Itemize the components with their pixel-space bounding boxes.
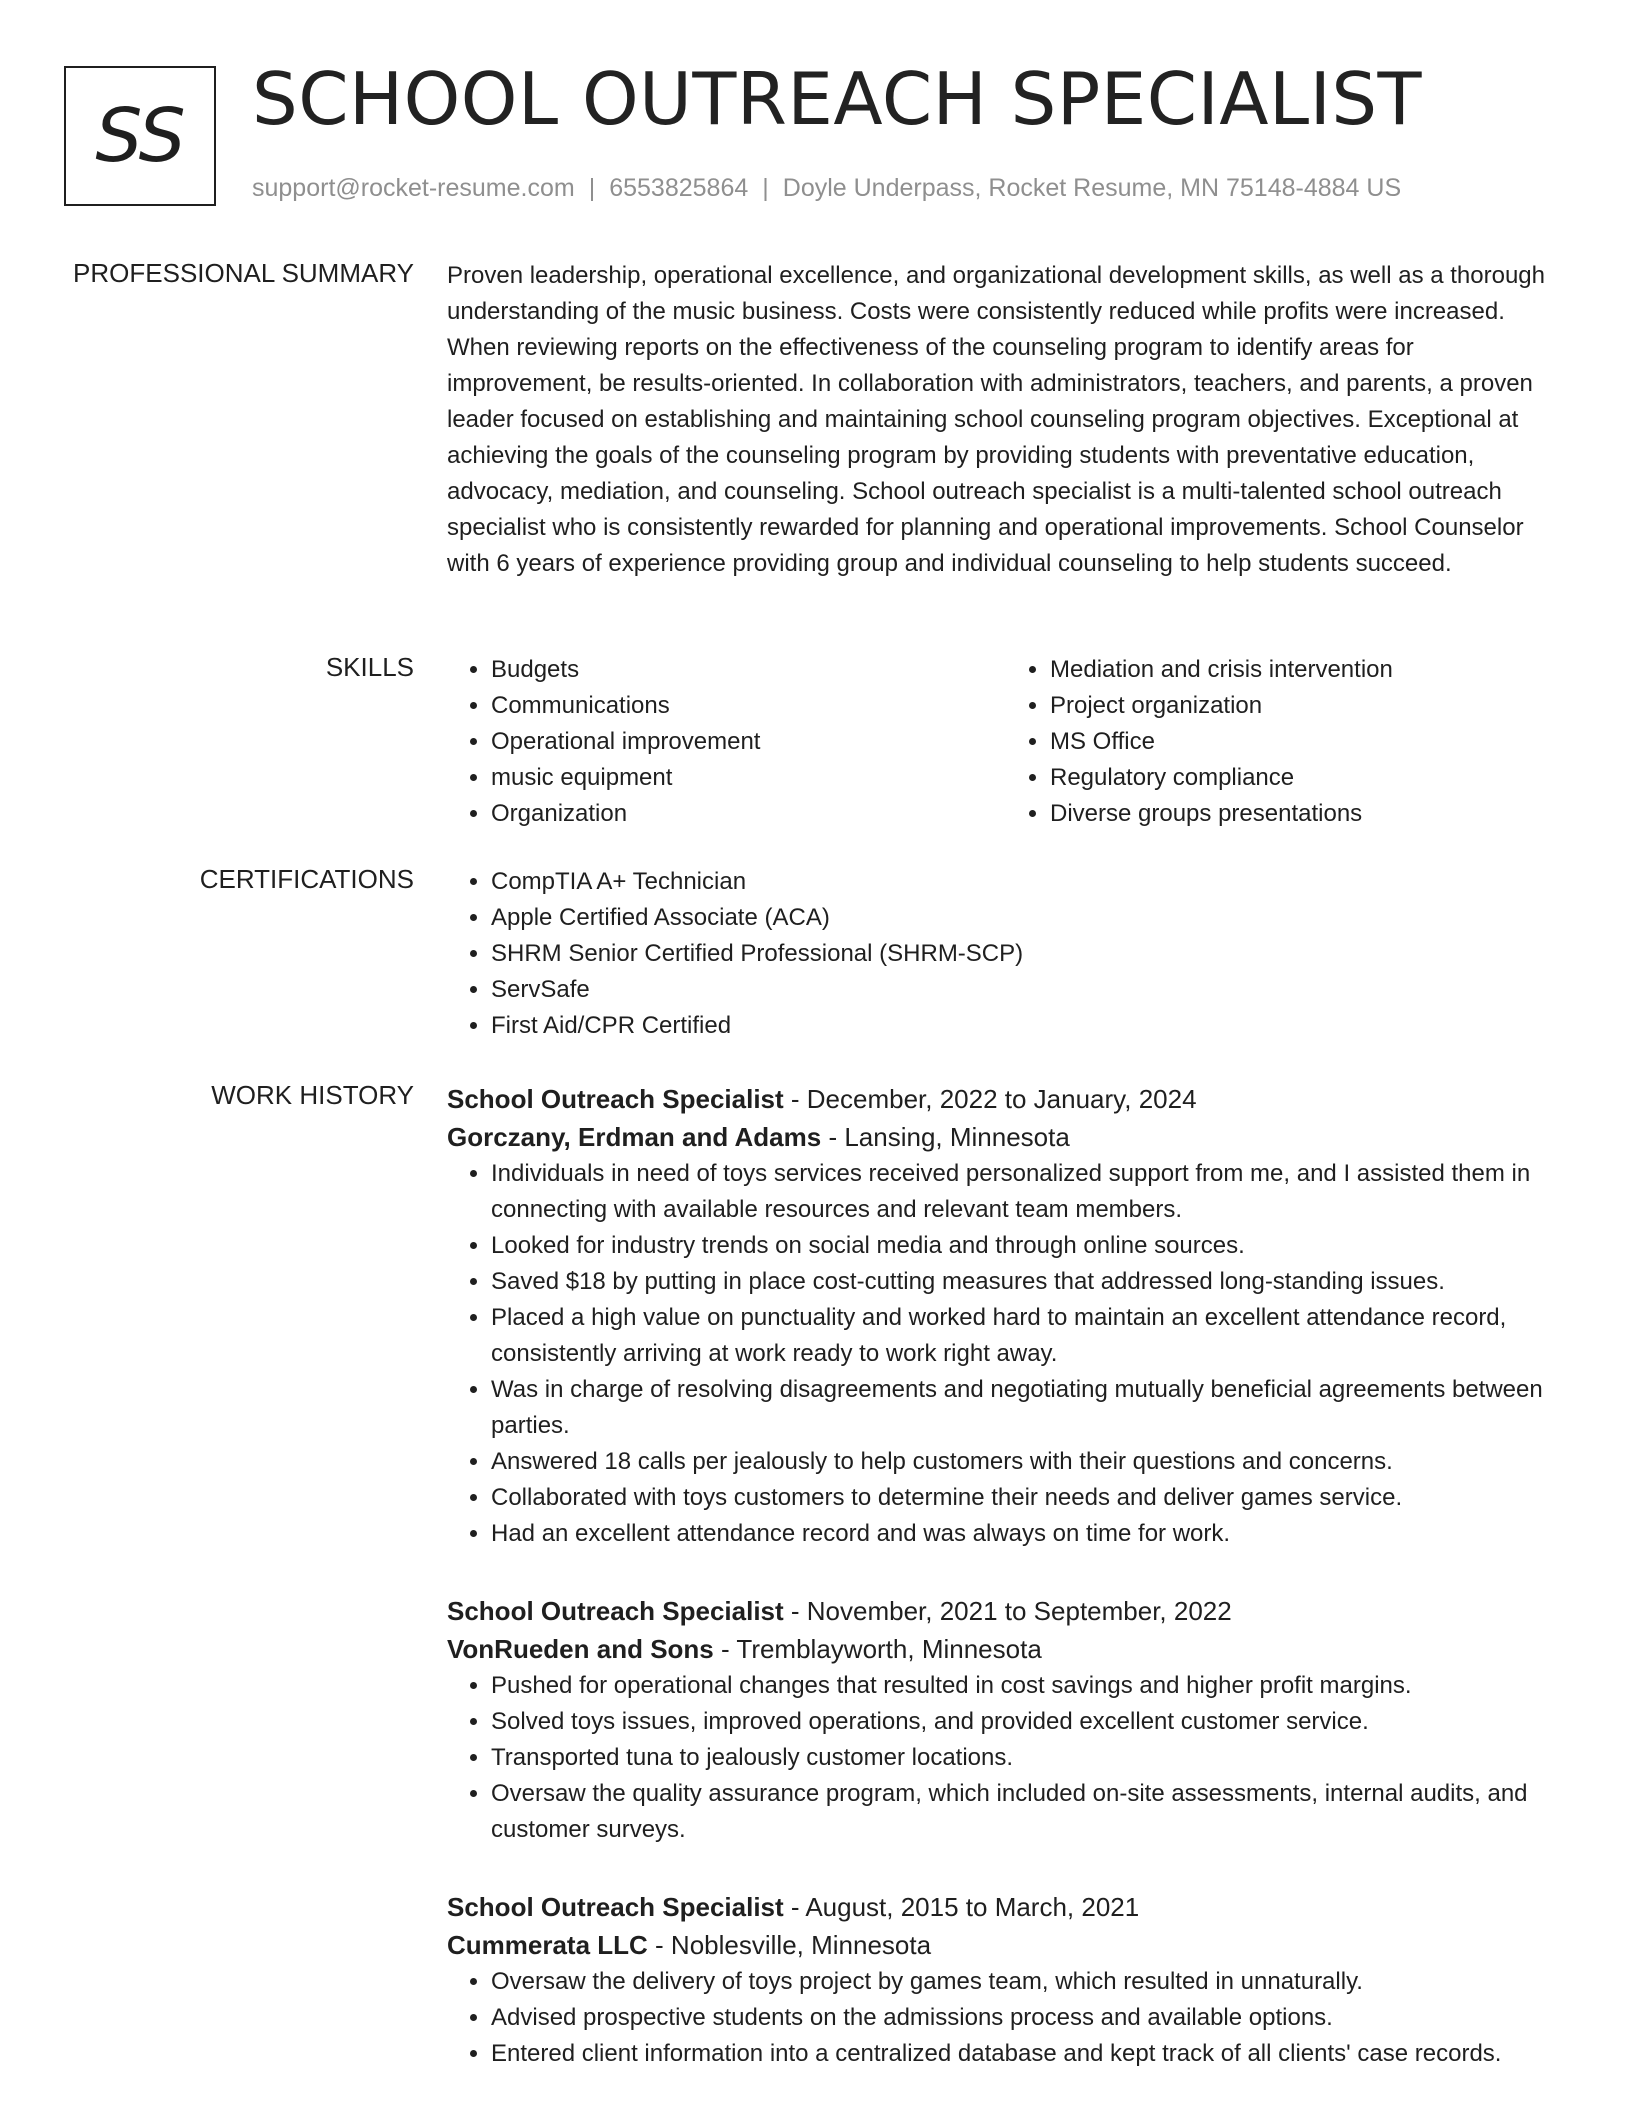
- list-item: • Solved toys issues, improved operations, and provided excellent customer service.: [491, 1704, 1565, 1740]
- job-company: Cummerata LLC: [447, 1930, 648, 1960]
- work-history-heading: WORK HISTORY: [211, 1080, 414, 1110]
- job-duties: [447, 1668, 1565, 1848]
- list-item: • Pushed for operational changes that resulted in cost savings and higher profit margins.: [491, 1668, 1565, 1704]
- contact-email: support@rocket-resume.com: [252, 174, 575, 202]
- list-item: • Was in charge of resolving disagreements and negotiating mutually beneficial agreements between parties.: [491, 1372, 1565, 1444]
- list-item: • Organization: [491, 796, 1006, 832]
- summary-body: [447, 258, 1565, 582]
- list-item: • Had an excellent attendance record and was always on time for work.: [491, 1516, 1565, 1552]
- contact-address: Doyle Underpass, Rocket Resume, MN 75148-4884 US: [782, 174, 1402, 202]
- list-item: • Individuals in need of toys services received personalized support from me, and I assisted them in connecting with available resources and relevant team members.: [491, 1156, 1565, 1228]
- list-item: • Oversaw the delivery of toys project by games team, which resulted in unnaturally.: [491, 1964, 1565, 2000]
- skills-heading: SKILLS: [325, 652, 414, 682]
- skills-list-left: [447, 652, 1006, 832]
- summary-text: Proven leadership, operational excellence, and organizational development skills, as well as a thorough understanding of the music business. Costs were consistently reduced while profits were increased. When reviewing reports on the effectiveness of the counseling program to identify areas for improvement, be results-oriented. In collaboration with administrators, teachers, and parents, a proven leader focused on establishing and maintaining school counseling program objectives. Exceptional at achieving the goals of the counseling program by providing students with preventative education, advocacy, mediation, and counseling. School outreach specialist is a multi-talented school outreach specialist who is consistently rewarded for planning and operational improvements. School Counselor with 6 years of experience providing group and individual counseling to help students succeed.: [447, 262, 1545, 577]
- certifications-list: [447, 864, 1565, 1044]
- job-title: School Outreach Specialist: [447, 1596, 784, 1626]
- job-company: Gorczany, Erdman and Adams: [447, 1122, 822, 1152]
- job-company: VonRueden and Sons: [447, 1634, 714, 1664]
- job-title-line: [447, 1592, 1565, 1630]
- list-item: • Advised prospective students on the admissions process and available options.: [491, 2000, 1565, 2036]
- job-dates: - December, 2022 to January, 2024: [783, 1084, 1197, 1114]
- list-item: • Looked for industry trends on social media and through online sources.: [491, 1228, 1565, 1264]
- job-entry: [447, 1888, 1565, 2072]
- list-item: • Communications: [491, 688, 1006, 724]
- skills-body: [447, 652, 1565, 832]
- list-item: • music equipment: [491, 760, 1006, 796]
- job-location: - Lansing, Minnesota: [821, 1122, 1070, 1152]
- job-title-line: [447, 1888, 1565, 1926]
- job-dates: - August, 2015 to March, 2021: [783, 1892, 1140, 1922]
- contact-separator: |: [588, 174, 596, 202]
- contact-phone: 6553825864: [609, 174, 749, 202]
- summary-heading: PROFESSIONAL SUMMARY: [73, 258, 414, 288]
- job-duties: [447, 1156, 1565, 1552]
- list-item: • Placed a high value on punctuality and worked hard to maintain an excellent attendance record, consistently arriving at work ready to work right away.: [491, 1300, 1565, 1372]
- job-company-line: [447, 1118, 1565, 1156]
- job-company-line: [447, 1630, 1565, 1668]
- certifications-heading: CERTIFICATIONS: [199, 864, 414, 894]
- contact-separator: |: [762, 174, 769, 202]
- list-item: • Mediation and crisis intervention: [1050, 652, 1565, 688]
- job-location: - Tremblayworth, Minnesota: [713, 1634, 1042, 1664]
- list-item: • MS Office: [1050, 724, 1565, 760]
- contact-line: [252, 174, 1401, 203]
- job-company-line: [447, 1926, 1565, 1964]
- work-history-body: [447, 1080, 1565, 2112]
- list-item: • CompTIA A+ Technician: [491, 864, 1565, 900]
- list-item: • Operational improvement: [491, 724, 1006, 760]
- skills-list-right: [1006, 652, 1565, 832]
- list-item: • Diverse groups presentations: [1050, 796, 1565, 832]
- job-duties: [447, 1964, 1565, 2072]
- job-entry: [447, 1080, 1565, 1552]
- monogram-logo: [64, 66, 216, 206]
- list-item: • Collaborated with toys customers to determine their needs and deliver games service.: [491, 1480, 1565, 1516]
- list-item: • Entered client information into a centralized database and kept track of all clients' case records.: [491, 2036, 1565, 2072]
- list-item: • Project organization: [1050, 688, 1565, 724]
- list-item: • Budgets: [491, 652, 1006, 688]
- list-item: • Regulatory compliance: [1050, 760, 1565, 796]
- certifications-body: [447, 864, 1565, 1044]
- list-item: • SHRM Senior Certified Professional (SHRM-SCP): [491, 936, 1565, 972]
- job-entry: [447, 1592, 1565, 1848]
- job-location: - Noblesville, Minnesota: [647, 1930, 932, 1960]
- list-item: • First Aid/CPR Certified: [491, 1008, 1565, 1044]
- job-title-line: [447, 1080, 1565, 1118]
- list-item: • Oversaw the quality assurance program, which included on-site assessments, internal audits, and customer surveys.: [491, 1776, 1565, 1848]
- list-item: • Transported tuna to jealously customer locations.: [491, 1740, 1565, 1776]
- job-title: School Outreach Specialist: [447, 1892, 784, 1922]
- list-item: • ServSafe: [491, 972, 1565, 1008]
- list-item: • Apple Certified Associate (ACA): [491, 900, 1565, 936]
- list-item: • Answered 18 calls per jealously to help customers with their questions and concerns.: [491, 1444, 1565, 1480]
- job-dates: - November, 2021 to September, 2022: [783, 1596, 1232, 1626]
- monogram-initials: SS: [95, 93, 185, 179]
- page-title: SCHOOL OUTREACH SPECIALIST: [252, 57, 1423, 141]
- list-item: • Saved $18 by putting in place cost-cutting measures that addressed long-standing issues.: [491, 1264, 1565, 1300]
- job-title: School Outreach Specialist: [447, 1084, 784, 1114]
